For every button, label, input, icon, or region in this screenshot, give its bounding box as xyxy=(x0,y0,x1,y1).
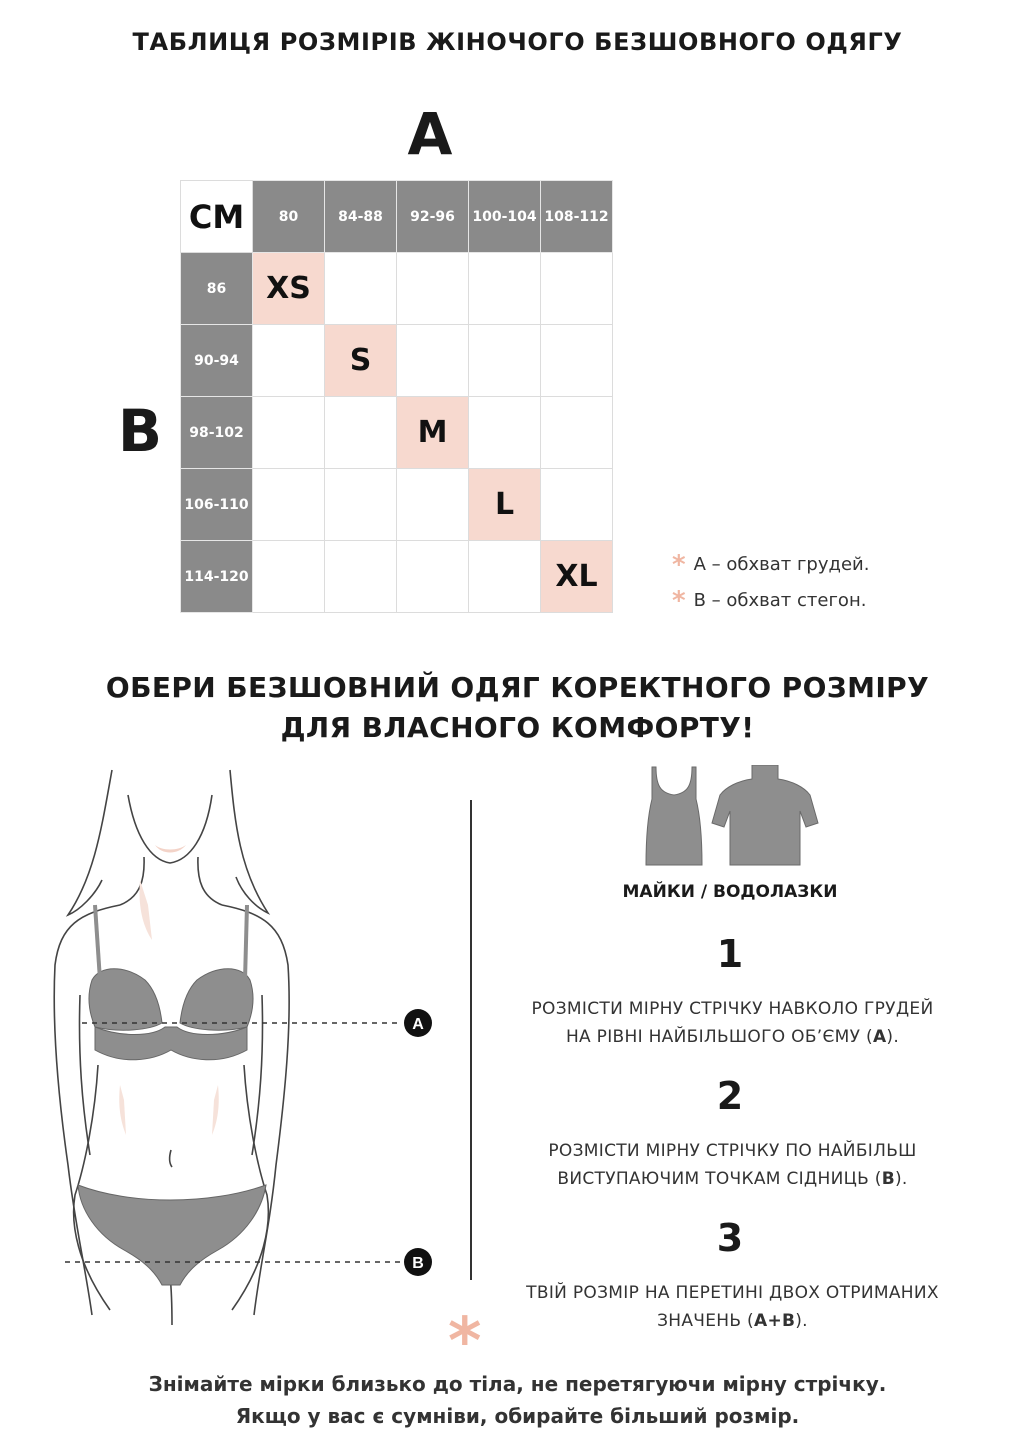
row-header: 98-102 xyxy=(181,397,253,469)
empty-cell xyxy=(253,541,325,613)
table-row xyxy=(181,325,613,397)
step-1-line-2-end: ). xyxy=(886,1027,900,1047)
legend-item-a xyxy=(672,550,869,580)
torso-shading xyxy=(119,1085,126,1135)
row-header: 90-94 xyxy=(181,325,253,397)
legend-item-b xyxy=(672,586,866,616)
neck-shading xyxy=(140,880,153,940)
step-1-line-1: РОЗМІСТИ МІРНУ СТРІЧКУ НАВКОЛО ГРУДЕЙ xyxy=(531,999,934,1019)
lips-shape xyxy=(155,845,186,853)
asterisk-icon: * xyxy=(672,550,686,580)
step-2-line-2-bold: В xyxy=(881,1169,895,1189)
size-cell-s: S xyxy=(325,325,397,397)
vertical-divider xyxy=(470,800,472,1280)
step-3-line-2-end: ). xyxy=(795,1311,808,1331)
step-1-line-2-text: НА РІВНІ НАЙБІЛЬШОГО ОБ’ЄМУ ( xyxy=(565,1027,873,1047)
slogan xyxy=(0,668,1035,748)
step-3-line-2-text: ЗНАЧЕНЬ ( xyxy=(657,1311,754,1331)
size-cell-xs: XS xyxy=(253,253,325,325)
empty-cell xyxy=(253,325,325,397)
column-header: 80 xyxy=(253,181,325,253)
note-line-1: Знімайте мірки близько до тіла, не перетягуючи мірну стрічку. xyxy=(148,1372,887,1396)
step-1-number: 1 xyxy=(716,932,744,976)
empty-cell xyxy=(397,541,469,613)
legend-text-a: А – обхват грудей. xyxy=(693,554,870,575)
empty-cell xyxy=(541,325,613,397)
row-header: 106-110 xyxy=(181,469,253,541)
empty-cell xyxy=(469,325,541,397)
table-row xyxy=(181,397,613,469)
turtleneck-icon xyxy=(712,765,818,865)
column-header: 84-88 xyxy=(325,181,397,253)
asterisk-icon: * xyxy=(672,586,686,616)
bra-cup-right xyxy=(180,969,253,1030)
size-cell-xl: XL xyxy=(541,541,613,613)
column-header: 92-96 xyxy=(397,181,469,253)
column-header: 108-112 xyxy=(541,181,613,253)
step-3-number: 3 xyxy=(716,1216,744,1260)
step-3-line-1: ТВІЙ РОЗМІР НА ПЕРЕТИНІ ДВОХ ОТРИМАНИХ xyxy=(526,1283,939,1303)
empty-cell xyxy=(541,397,613,469)
empty-cell xyxy=(469,541,541,613)
tank-top-icon xyxy=(646,767,702,865)
step-2-line-2-text: ВИСТУПАЮЧИМ ТОЧКАМ СІДНИЦЬ ( xyxy=(557,1169,882,1189)
empty-cell xyxy=(469,397,541,469)
step-1-line-2-bold: А xyxy=(872,1027,887,1047)
empty-cell xyxy=(325,541,397,613)
step-2-line-2 xyxy=(495,1165,970,1193)
column-header: 100-104 xyxy=(469,181,541,253)
empty-cell xyxy=(325,397,397,469)
step-2-number: 2 xyxy=(716,1074,744,1118)
empty-cell xyxy=(397,325,469,397)
empty-cell xyxy=(397,469,469,541)
step-3-text xyxy=(495,1279,970,1335)
step-1-line-2 xyxy=(495,1023,970,1051)
table-header-row xyxy=(181,181,613,253)
empty-cell xyxy=(325,253,397,325)
bra-strap-left xyxy=(95,905,100,980)
empty-cell xyxy=(253,397,325,469)
row-header: 114-120 xyxy=(181,541,253,613)
step-2-line-1: РОЗМІСТИ МІРНУ СТРІЧКУ ПО НАЙБІЛЬШ xyxy=(548,1141,917,1161)
note-asterisk-icon: * xyxy=(448,1305,482,1379)
step-2-line-2-end: ). xyxy=(894,1169,908,1189)
empty-cell xyxy=(397,253,469,325)
marker-a-label: A xyxy=(412,1016,424,1033)
step-1-text xyxy=(495,995,970,1051)
table-row xyxy=(181,469,613,541)
empty-cell xyxy=(325,469,397,541)
table-corner-unit: СМ xyxy=(181,181,253,253)
slogan-line-2: ДЛЯ ВЛАСНОГО КОМФОРТУ! xyxy=(280,711,755,744)
marker-b-label: B xyxy=(412,1255,424,1272)
legend-text-b: В – обхват стегон. xyxy=(693,590,867,611)
empty-cell xyxy=(253,469,325,541)
torso-shading xyxy=(212,1085,219,1135)
size-table xyxy=(180,180,613,613)
bra-strap-right xyxy=(245,905,247,980)
size-cell-m: M xyxy=(397,397,469,469)
table-row xyxy=(181,541,613,613)
empty-cell xyxy=(469,253,541,325)
garments-illustration xyxy=(640,765,825,870)
axis-b-label: B xyxy=(117,397,163,465)
size-cell-l: L xyxy=(469,469,541,541)
table-row xyxy=(181,253,613,325)
axis-a-label: A xyxy=(407,100,453,168)
panties-shape xyxy=(78,1185,266,1285)
note-line-2: Якщо у вас є сумніви, обирайте більший розмір. xyxy=(235,1404,800,1428)
bra-band xyxy=(95,1027,247,1060)
page-title: ТАБЛИЦЯ РОЗМІРІВ ЖІНОЧОГО БЕЗШОВНОГО ОДЯГУ xyxy=(132,28,903,56)
step-3-line-2-bold: А+В xyxy=(753,1311,796,1331)
empty-cell xyxy=(541,469,613,541)
step-3-line-2 xyxy=(495,1307,970,1335)
row-header: 86 xyxy=(181,253,253,325)
empty-cell xyxy=(541,253,613,325)
slogan-line-1: ОБЕРИ БЕЗШОВНИЙ ОДЯГ КОРЕКТНОГО РОЗМІРУ xyxy=(105,671,930,704)
body-figure-illustration xyxy=(40,765,460,1325)
garments-caption: МАЙКИ / ВОДОЛАЗКИ xyxy=(622,882,838,902)
step-2-text xyxy=(495,1137,970,1193)
